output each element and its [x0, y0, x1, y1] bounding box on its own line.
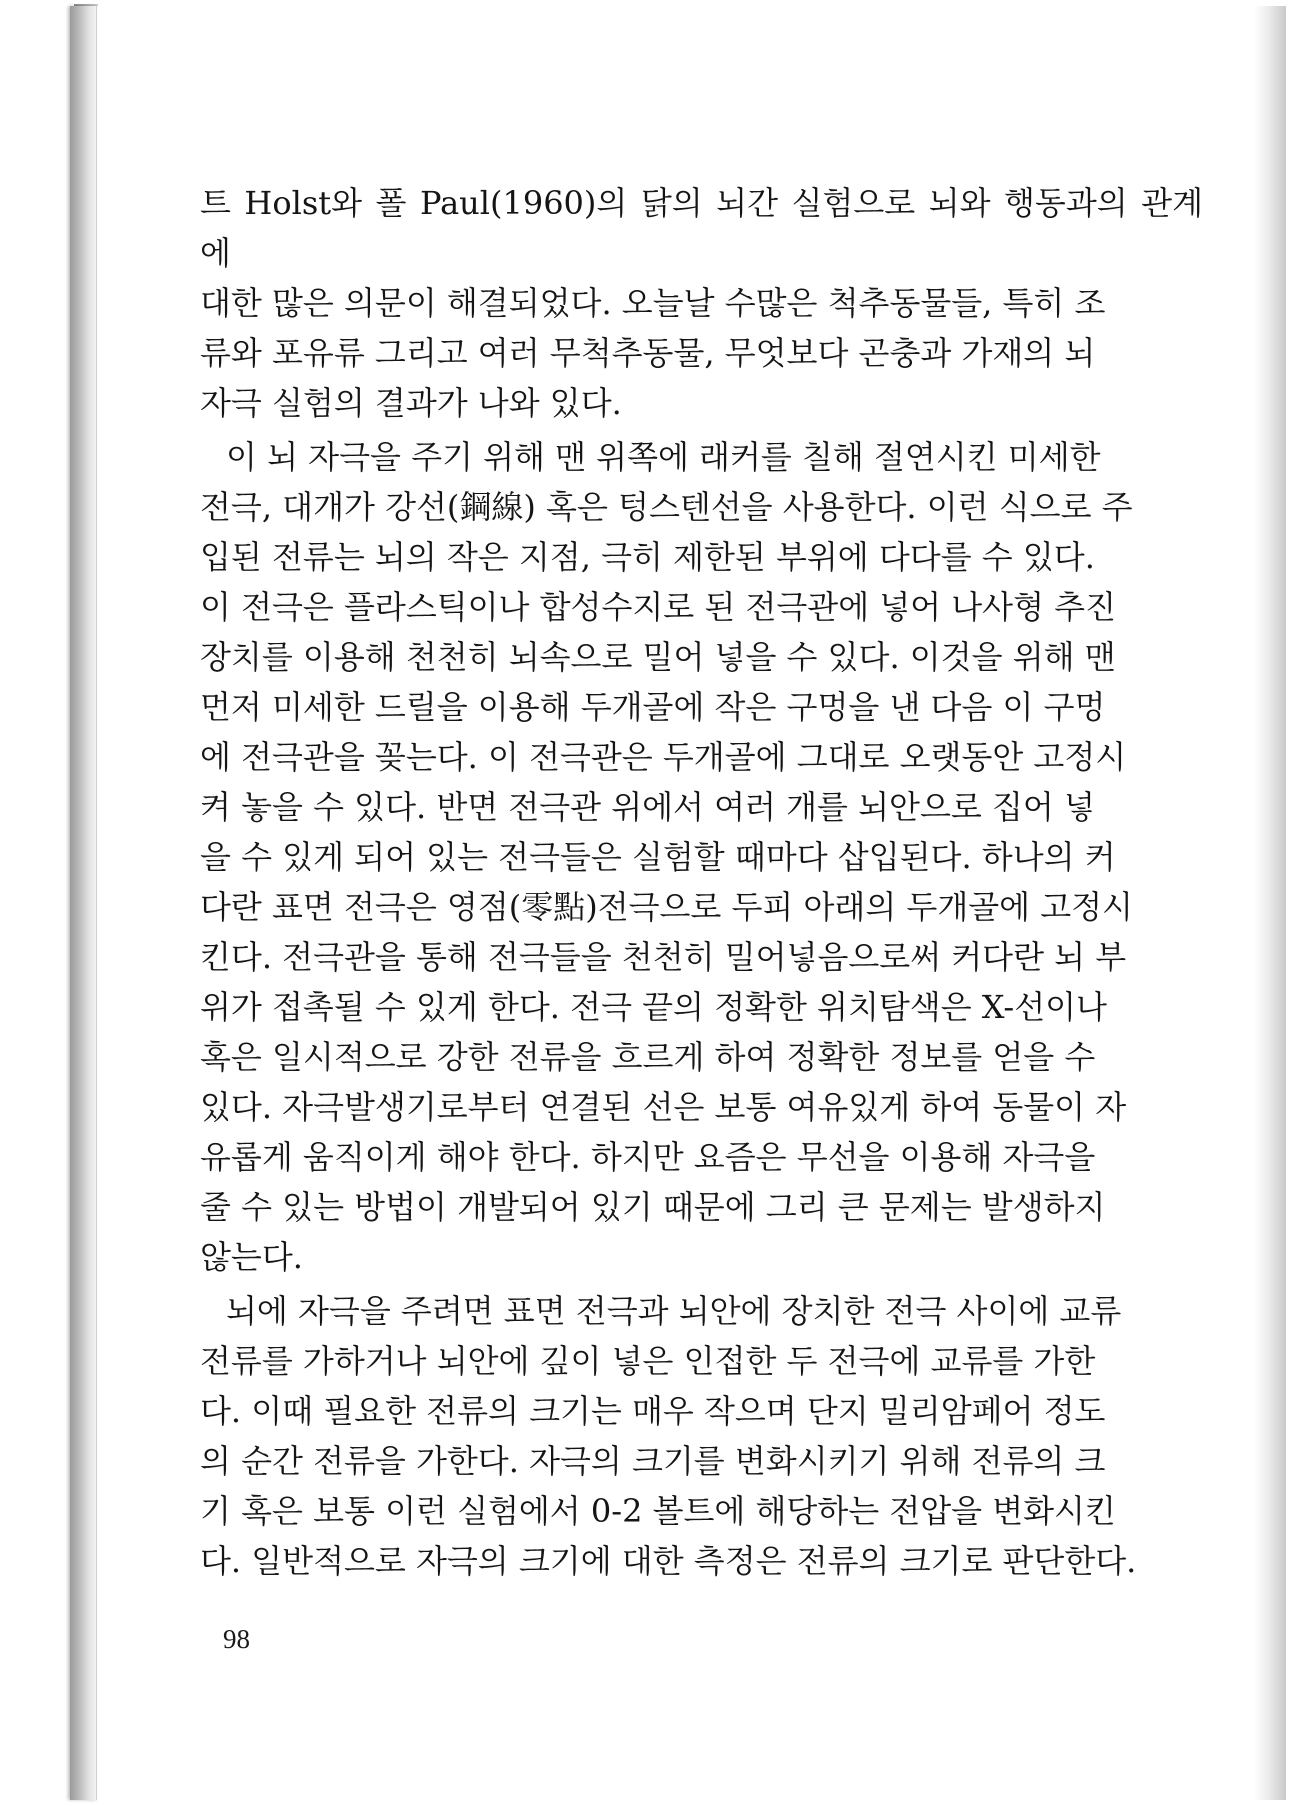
- paragraph-3-line-1: 뇌에 자극을 주려면 표면 전극과 뇌안에 장치한 전극 사이에 교류: [226, 1292, 1122, 1330]
- paragraph-2-line-7: 에 전극관을 꽂는다. 이 전극관은 두개골에 그대로 오랫동안 고정시: [200, 738, 1127, 776]
- paragraph-2-line-4: 이 전극은 플라스틱이나 합성수지로 된 전극관에 넣어 나사형 추진: [200, 588, 1117, 626]
- paragraph-1-line-4: 자극 실험의 결과가 나와 있다.: [200, 384, 622, 422]
- paragraph-3: [200, 1286, 1203, 1586]
- paragraph-2-line-17: 않는다.: [200, 1238, 303, 1276]
- paragraph-3-line-3: 다. 이때 필요한 전류의 크기는 매우 작으며 단지 밀리암페어 정도: [200, 1392, 1106, 1430]
- page-edge-shadow: [1254, 6, 1286, 1800]
- paragraph-3-line-6: 다. 일반적으로 자극의 크기에 대한 측정은 전류의 크기로 판단한다.: [200, 1542, 1137, 1580]
- paragraph-3-line-2: 전류를 가하거나 뇌안에 깊이 넣은 인접한 두 전극에 교류를 가한: [200, 1342, 1096, 1380]
- paragraph-2-line-13: 혹은 일시적으로 강한 전류을 흐르게 하여 정확한 정보를 얻을 수: [200, 1038, 1096, 1076]
- body-text: [200, 178, 1203, 1586]
- paragraph-2-line-9: 을 수 있게 되어 있는 전극들은 실험할 때마다 삽입된다. 하나의 커: [200, 838, 1116, 876]
- paragraph-1-line-1: 트 Holst와 폴 Paul(1960)의 닭의 뇌간 실험으로 뇌와 행동과의 관계에: [200, 184, 1203, 272]
- paragraph-2-line-12: 위가 접촉될 수 있게 한다. 전극 끝의 정확한 위치탐색은 X-선이나: [200, 988, 1107, 1026]
- paragraph-2-line-8: 켜 놓을 수 있다. 반면 전극관 위에서 여러 개를 뇌안으로 집어 넣: [200, 788, 1095, 826]
- paragraph-1-line-3: 류와 포유류 그리고 여러 무척추동물, 무엇보다 곤충과 가재의 뇌: [200, 334, 1096, 372]
- paragraph-2-line-3: 입된 전류는 뇌의 작은 지점, 극히 제한된 부위에 다다를 수 있다.: [200, 538, 1095, 576]
- book-spine-edge: [70, 6, 98, 1800]
- paragraph-2-line-11: 킨다. 전극관을 통해 전극들을 천천히 밀어넣음으로써 커다란 뇌 부: [200, 938, 1127, 976]
- paragraph-2-line-10: 다란 표면 전극은 영점(零點)전극으로 두피 아래의 두개골에 고정시: [200, 888, 1133, 926]
- paragraph-2-line-2: 전극, 대개가 강선(鋼線) 혹은 텅스텐선을 사용한다. 이런 식으로 주: [200, 488, 1133, 526]
- paragraph-2-line-14: 있다. 자극발생기로부터 연결된 선은 보통 여유있게 하여 동물이 자: [200, 1088, 1127, 1126]
- paragraph-2-line-6: 먼저 미세한 드릴을 이용해 두개골에 작은 구멍을 낸 다음 이 구멍: [200, 688, 1106, 726]
- paragraph-3-line-5: 기 혹은 보통 이런 실험에서 0-2 볼트에 해당하는 전압을 변화시킨: [200, 1492, 1116, 1530]
- paragraph-2-line-15: 유롭게 움직이게 해야 한다. 하지만 요즘은 무선을 이용해 자극을: [200, 1138, 1096, 1176]
- page-number: 98: [223, 1624, 250, 1654]
- paragraph-2: [200, 432, 1203, 1282]
- paragraph-2-line-1: 이 뇌 자극을 주기 위해 맨 위쪽에 래커를 칠해 절연시킨 미세한: [226, 438, 1101, 476]
- paragraph-1: [200, 178, 1203, 428]
- paragraph-3-line-4: 의 순간 전류을 가한다. 자극의 크기를 변화시키기 위해 전류의 크: [200, 1442, 1106, 1480]
- paragraph-2-line-16: 줄 수 있는 방법이 개발되어 있기 때문에 그리 큰 문제는 발생하지: [200, 1188, 1106, 1226]
- paragraph-2-line-5: 장치를 이용해 천천히 뇌속으로 밀어 넣을 수 있다. 이것을 위해 맨: [200, 638, 1116, 676]
- paragraph-1-line-2: 대한 많은 의문이 해결되었다. 오늘날 수많은 척추동물들, 특히 조: [200, 284, 1106, 322]
